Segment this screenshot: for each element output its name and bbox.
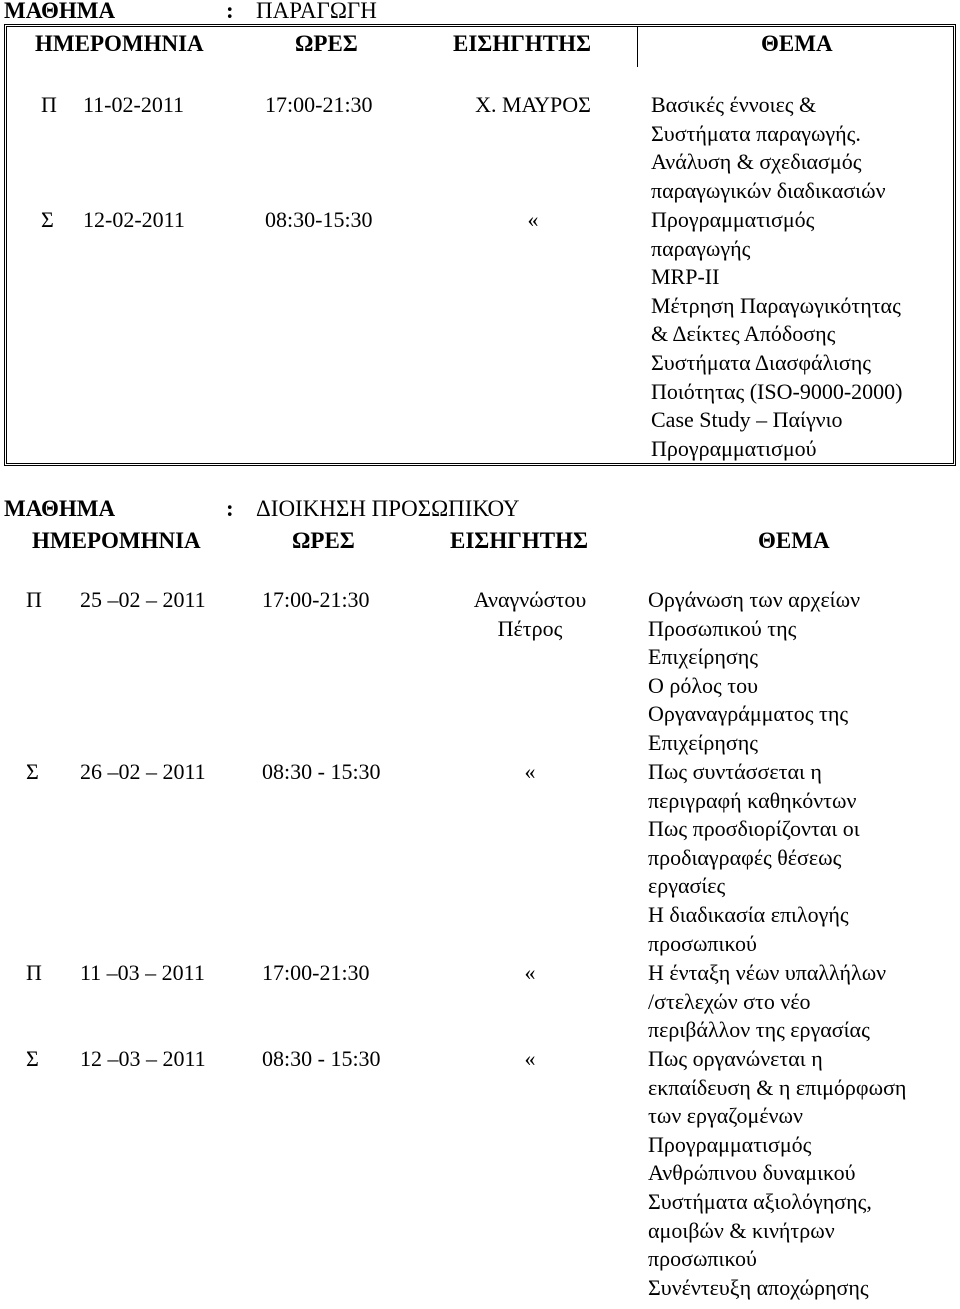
topic-line: προδιαγραφές θέσεως: [648, 844, 842, 870]
row-hours: 08:30-15:30: [265, 207, 373, 232]
row-lecturer: «: [524, 1046, 536, 1071]
row-hours: 08:30 - 15:30: [262, 1046, 381, 1071]
row-topic: [651, 91, 951, 205]
topic-line: των εργαζομένων: [648, 1103, 803, 1129]
topic-line: Πως συντάσσεται η: [648, 759, 822, 784]
topic-line: Προσωπικού της: [648, 615, 797, 641]
row-topic: [648, 959, 948, 1045]
topic-line: Προγραμματισμός: [648, 1131, 812, 1157]
row-date: 25 –02 – 2011: [80, 587, 206, 612]
topic-line: Οργάνωση των αρχείων: [648, 587, 861, 612]
topic-line: Επιχείρησης: [648, 729, 758, 755]
row-lecturer: «: [524, 759, 536, 784]
course-colon: :: [226, 0, 234, 23]
row-hours: 08:30 - 15:30: [262, 759, 381, 784]
course-colon: :: [226, 496, 234, 521]
row-day: Σ: [26, 1046, 39, 1071]
course-name: ΔΙΟΙΚΗΣΗ ΠΡΟΣΩΠΙΚΟΥ: [256, 496, 520, 521]
topic-line: Συστήματα παραγωγής.: [651, 120, 861, 146]
header-hours: ΩΡΕΣ: [295, 31, 358, 56]
topic-line: Πως οργανώνεται η: [648, 1046, 823, 1071]
topic-line: Ανάλυση & σχεδιασμός: [651, 149, 862, 175]
header-topic: ΘΕΜΑ: [758, 528, 830, 553]
topic-line: προσωπικού: [648, 930, 757, 956]
topic-line: Η ένταξη νέων υπαλλήλων: [648, 960, 887, 985]
topic-line: Συνέντευξη αποχώρησης: [648, 1274, 869, 1300]
topic-line: εργασίες: [648, 873, 726, 899]
topic-line: Προγραμματισμού: [651, 435, 817, 461]
topic-line: Πως προσδιορίζονται οι: [648, 816, 860, 842]
topic-line: Ανθρώπινου δυναμικού: [648, 1160, 856, 1186]
schedule-table: [4, 524, 956, 1309]
topic-line: Βασικές έννοιες &: [651, 92, 817, 117]
row-date: 12-02-2011: [83, 207, 185, 232]
topic-line: Συστήματα αξιολόγησης,: [648, 1188, 872, 1214]
row-lecturer: «: [527, 207, 539, 232]
row-topic: [648, 586, 948, 758]
row-date: 12 –03 – 2011: [80, 1046, 206, 1071]
header-hours: ΩΡΕΣ: [292, 528, 355, 553]
topic-line: προσωπικού: [648, 1246, 757, 1272]
topic-line: εκπαίδευση & η επιμόρφωση: [648, 1074, 907, 1100]
topic-line: Συστήματα Διασφάλισης: [651, 349, 871, 375]
topic-line: Οργαναγράμματος της: [648, 701, 849, 727]
row-topic: [651, 206, 951, 463]
topic-line: περιβάλλον της εργασίας: [648, 1017, 870, 1043]
row-day: Π: [26, 587, 42, 612]
course-label: ΜΑΘΗΜΑ: [4, 0, 116, 23]
row-date: 26 –02 – 2011: [80, 759, 206, 784]
topic-line: Επιχείρησης: [648, 644, 758, 670]
header-topic: ΘΕΜΑ: [761, 31, 833, 56]
topic-line: περιγραφή καθηκόντων: [648, 787, 857, 813]
header-row: [4, 524, 956, 564]
row-date: 11 –03 – 2011: [80, 960, 205, 985]
topic-line: /στελεχών στο νέο: [648, 988, 811, 1014]
row-day: Σ: [26, 759, 39, 784]
row-hours: 17:00-21:30: [262, 587, 370, 612]
row-day: Π: [26, 960, 42, 985]
topic-line: Μέτρηση Παραγωγικότητας: [651, 292, 901, 318]
row-topic: [648, 758, 948, 958]
topic-line: Ο ρόλος του: [648, 672, 758, 698]
row-lecturer: «: [524, 960, 536, 985]
header-date: ΗΜΕΡΟΜΗΝΙΑ: [35, 31, 204, 56]
header-lecturer: ΕΙΣΗΓΗΤΗΣ: [450, 528, 589, 553]
course-name: ΠΑΡΑΓΩΓΗ: [256, 0, 377, 23]
row-day: Π: [41, 92, 57, 117]
topic-line: παραγωγής: [651, 235, 751, 261]
topic-line: & Δείκτες Απόδοσης: [651, 321, 836, 347]
row-topic: [648, 1045, 948, 1302]
topic-line: Προγραμματισμός: [651, 207, 815, 232]
row-date: 11-02-2011: [83, 92, 185, 117]
header-lecturer: ΕΙΣΗΓΗΤΗΣ: [453, 31, 592, 56]
row-hours: 17:00-21:30: [265, 92, 373, 117]
topic-line: Case Study – Παίγνιο: [651, 407, 843, 433]
row-hours: 17:00-21:30: [262, 960, 370, 985]
header-row: [7, 27, 953, 67]
course-label: ΜΑΘΗΜΑ: [4, 496, 116, 521]
row-lecturer: Χ. ΜΑΥΡΟΣ: [475, 92, 591, 117]
topic-line: παραγωγικών διαδικασιών: [651, 177, 886, 203]
schedule-table: [4, 24, 956, 466]
topic-line: MRP-II: [651, 264, 720, 290]
topic-line: Ποιότητας (ISO-9000-2000): [651, 378, 903, 404]
row-lecturer: Αναγνώστου Πέτρος: [473, 587, 587, 641]
topic-line: Η διαδικασία επιλογής: [648, 901, 849, 927]
row-day: Σ: [41, 207, 54, 232]
header-date: ΗΜΕΡΟΜΗΝΙΑ: [32, 528, 201, 553]
topic-line: αμοιβών & κινήτρων: [648, 1217, 835, 1243]
